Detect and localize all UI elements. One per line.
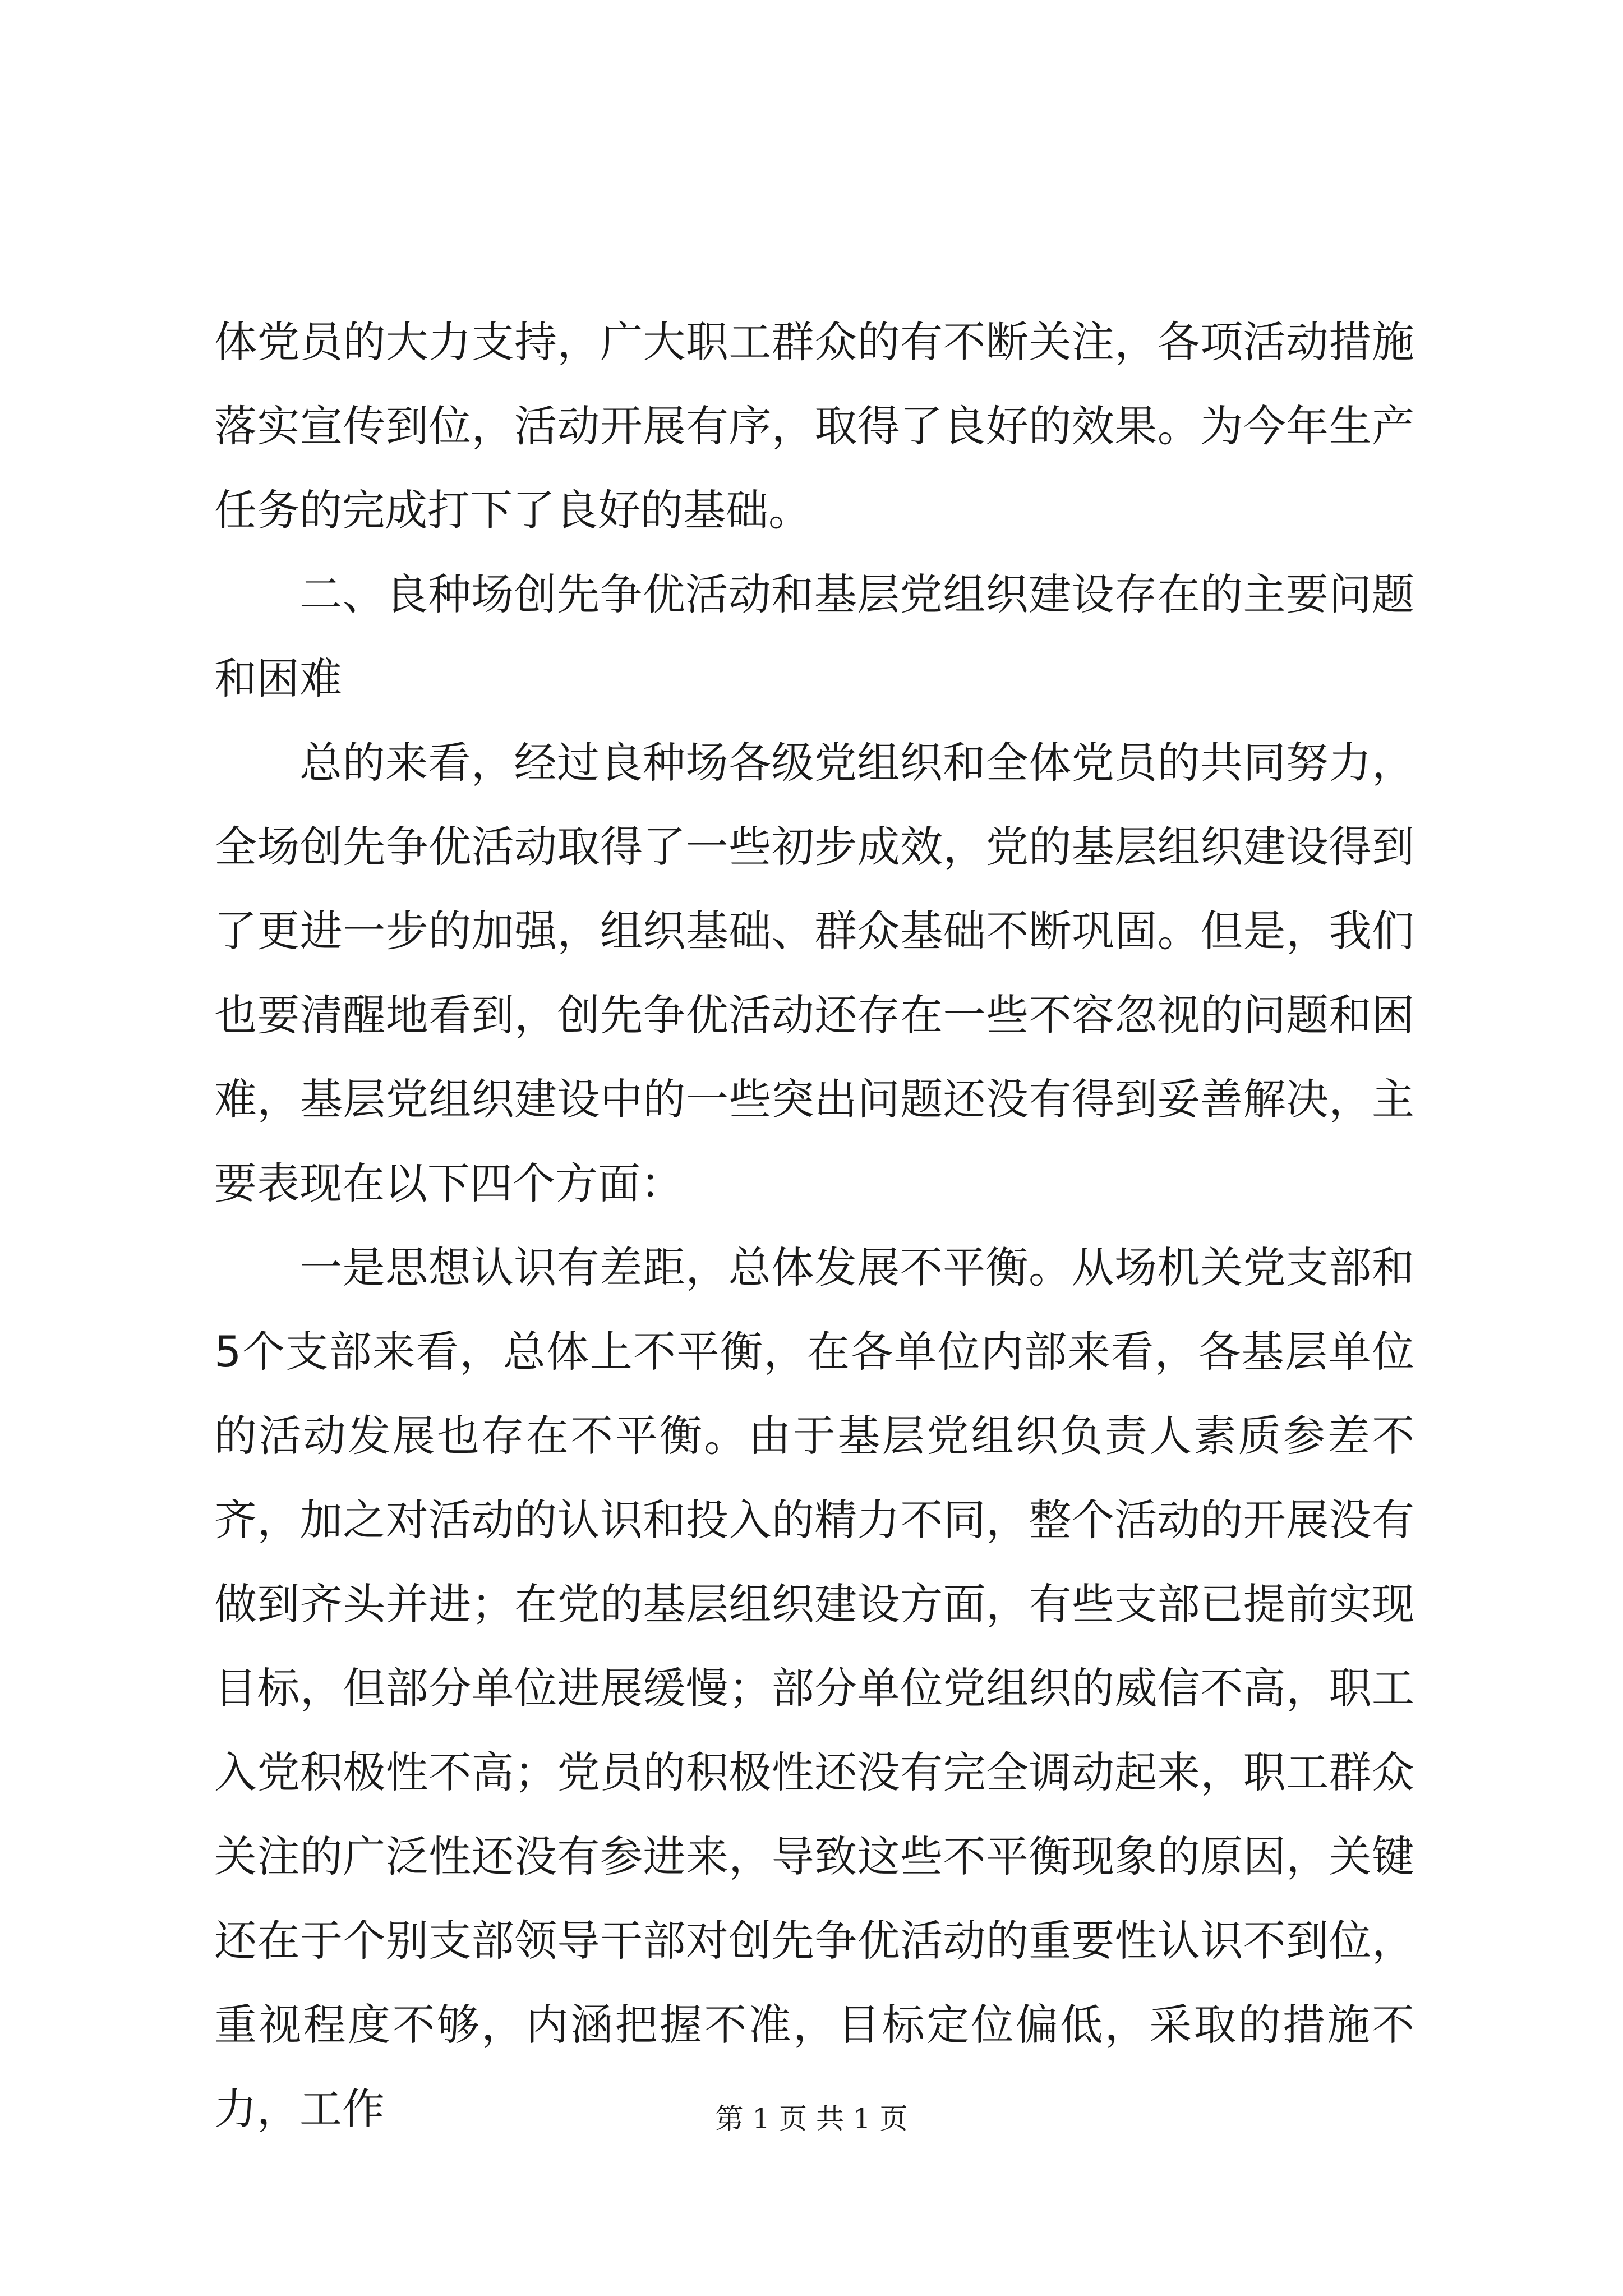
paragraph-point-one: 一是思想认识有差距，总体发展不平衡。从场机关党支部和5个支部来看，总体上不平衡，在各单位内部来看，各基层单位的活动发展也存在不平衡。由于基层党组织负责人素质参差不齐，加之对活动的认识和投入的精力不同，整个活动的开展没有做到齐头并进；在党的基层组织建设方面，有些支部已提前实现目标，但部分单位进展缓慢；部分单位党组织的威信不高，职工入党积极性不高；党员的积极性还没有完全调动起来，职工群众关注的广泛性还没有参进来，导致这些不平衡现象的原因，关键还在于个别支部领导干部对创先争优活动的重要性认识不到位，重视程度不够，内涵把握不准，目标定位偏低，采取的措施不力，工作 xyxy=(214,1243,1414,2134)
paragraph-continuation: 体党员的大力支持，广大职工群众的有不断关注，各项活动措施落实宣传到位，活动开展有序，取得了良好的效果。为今年生产任务的完成打下了良好的基础。 xyxy=(214,317,1414,535)
page-footer: 第 1 页 共 1 页 xyxy=(715,2102,908,2135)
document-body xyxy=(214,300,1414,2151)
paragraph-summary: 总的来看，经过良种场各级党组织和全体党员的共同努力，全场创先争优活动取得了一些初步成效，党的基层组织建设得到了更进一步的加强，组织基础、群众基础不断巩固。但是，我们也要清醒地看到，创先争优活动还存在一些不容忽视的问题和困难，基层党组织建设中的一些突出问题还没有得到妥善解决，主要表现在以下四个方面： xyxy=(214,738,1414,1208)
section-heading: 二、良种场创先争优活动和基层党组织建设存在的主要问题和困难 xyxy=(214,569,1414,703)
